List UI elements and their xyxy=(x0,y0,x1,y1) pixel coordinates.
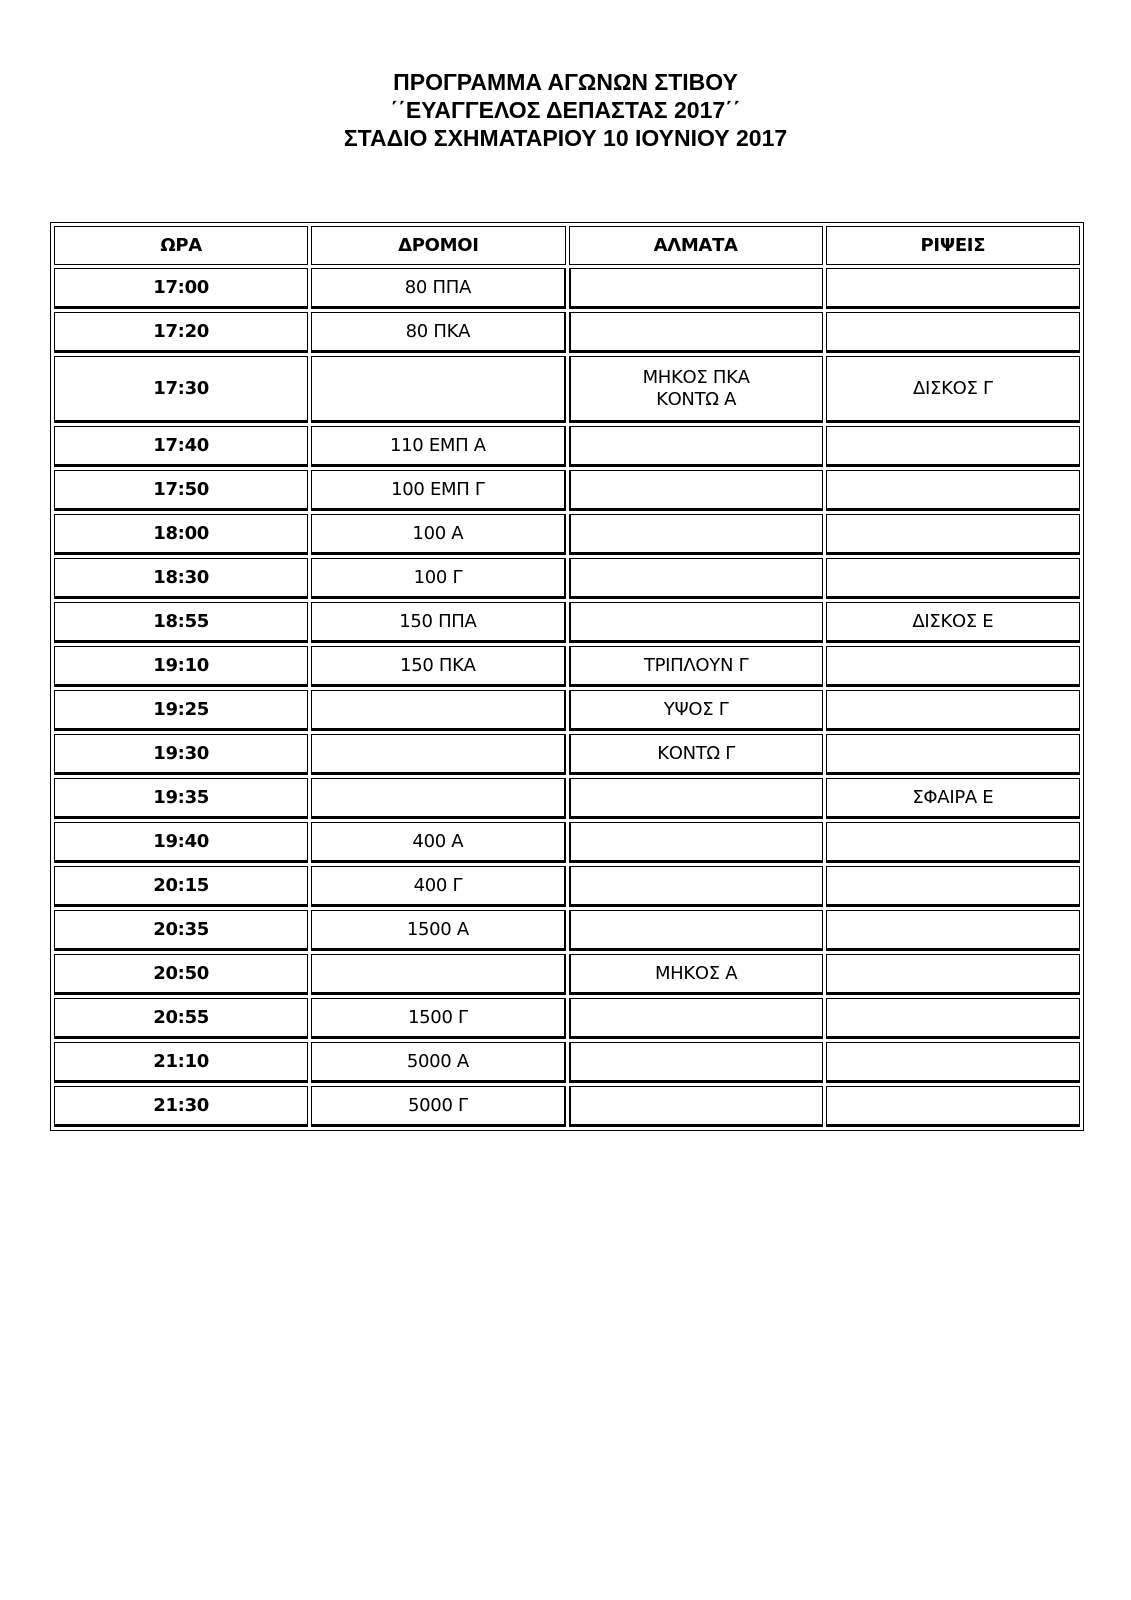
cell-throws xyxy=(826,312,1080,353)
cell-runs: 400 Γ xyxy=(311,866,565,907)
header-jumps: ΑΛΜΑΤΑ xyxy=(569,226,823,265)
title-line-3: ΣΤΑΔΙΟ ΣΧΗΜΑΤΑΡΙΟΥ 10 ΙΟΥΝΙΟΥ 2017 xyxy=(343,125,788,151)
cell-throws xyxy=(826,866,1080,907)
table-row xyxy=(54,690,1080,731)
table-row xyxy=(54,822,1080,863)
cell-runs: 100 ΕΜΠ Γ xyxy=(311,470,565,511)
cell-throws: ΔΙΣΚΟΣ Ε xyxy=(826,602,1080,643)
cell-runs xyxy=(311,356,565,423)
cell-throws xyxy=(826,470,1080,511)
cell-jumps: ΤΡΙΠΛΟΥΝ Γ xyxy=(569,646,823,687)
cell-jumps-line-2: ΚΟΝΤΩ Α xyxy=(656,388,737,410)
cell-throws xyxy=(826,558,1080,599)
cell-runs: 150 ΠΠΑ xyxy=(311,602,565,643)
cell-jumps: ΥΨΟΣ Γ xyxy=(569,690,823,731)
cell-time: 20:55 xyxy=(54,998,308,1039)
table-row xyxy=(54,954,1080,995)
header-runs: ΔΡΟΜΟΙ xyxy=(311,226,565,265)
header-throws: ΡΙΨΕΙΣ xyxy=(826,226,1080,265)
title-line-2: ΄΄ΕΥΑΓΓΕΛΟΣ ΔΕΠΑΣΤΑΣ 2017΄΄ xyxy=(390,97,741,123)
cell-time: 17:40 xyxy=(54,426,308,467)
cell-jumps xyxy=(569,268,823,309)
cell-throws xyxy=(826,910,1080,951)
cell-runs xyxy=(311,778,565,819)
cell-time: 19:40 xyxy=(54,822,308,863)
cell-time: 21:30 xyxy=(54,1086,308,1127)
table-row xyxy=(54,866,1080,907)
cell-jumps xyxy=(569,470,823,511)
cell-jumps xyxy=(569,356,823,423)
title-line-1: ΠΡΟΓΡΑΜΜΑ ΑΓΩΝΩΝ ΣΤΙΒΟΥ xyxy=(393,69,738,95)
table-row xyxy=(54,646,1080,687)
cell-runs xyxy=(311,954,565,995)
cell-throws xyxy=(826,822,1080,863)
cell-time: 20:50 xyxy=(54,954,308,995)
cell-time: 20:35 xyxy=(54,910,308,951)
cell-jumps xyxy=(569,426,823,467)
cell-throws xyxy=(826,954,1080,995)
cell-throws xyxy=(826,268,1080,309)
cell-time: 18:30 xyxy=(54,558,308,599)
cell-jumps xyxy=(569,1042,823,1083)
table-row xyxy=(54,356,1080,423)
cell-time: 19:10 xyxy=(54,646,308,687)
cell-throws xyxy=(826,734,1080,775)
cell-jumps-line-1: ΜΗΚΟΣ ΠΚΑ xyxy=(642,366,750,388)
cell-throws xyxy=(826,514,1080,555)
cell-runs xyxy=(311,690,565,731)
cell-runs: 1500 Α xyxy=(311,910,565,951)
cell-jumps xyxy=(569,910,823,951)
cell-jumps xyxy=(569,778,823,819)
table-row xyxy=(54,470,1080,511)
cell-throws xyxy=(826,1042,1080,1083)
cell-time: 18:00 xyxy=(54,514,308,555)
table-row xyxy=(54,1086,1080,1127)
cell-throws: ΣΦΑΙΡΑ Ε xyxy=(826,778,1080,819)
cell-throws xyxy=(826,690,1080,731)
cell-runs: 1500 Γ xyxy=(311,998,565,1039)
table-row xyxy=(54,778,1080,819)
cell-throws xyxy=(826,998,1080,1039)
cell-jumps xyxy=(569,514,823,555)
cell-jumps xyxy=(569,822,823,863)
cell-runs: 80 ΠΚΑ xyxy=(311,312,565,353)
table-row xyxy=(54,426,1080,467)
cell-jumps xyxy=(569,1086,823,1127)
table-row xyxy=(54,998,1080,1039)
table-row xyxy=(54,602,1080,643)
cell-throws xyxy=(826,1086,1080,1127)
document-title xyxy=(0,68,1131,152)
table-row xyxy=(54,1042,1080,1083)
table-row xyxy=(54,312,1080,353)
cell-runs: 5000 Α xyxy=(311,1042,565,1083)
cell-time: 19:35 xyxy=(54,778,308,819)
cell-jumps xyxy=(569,312,823,353)
cell-time: 18:55 xyxy=(54,602,308,643)
cell-jumps: ΜΗΚΟΣ Α xyxy=(569,954,823,995)
header-time: ΩΡΑ xyxy=(54,226,308,265)
cell-runs: 100 Α xyxy=(311,514,565,555)
cell-time: 19:30 xyxy=(54,734,308,775)
cell-throws: ΔΙΣΚΟΣ Γ xyxy=(826,356,1080,423)
cell-jumps xyxy=(569,602,823,643)
cell-jumps xyxy=(569,558,823,599)
cell-throws xyxy=(826,426,1080,467)
cell-time: 20:15 xyxy=(54,866,308,907)
cell-jumps xyxy=(569,866,823,907)
cell-runs xyxy=(311,734,565,775)
cell-runs: 80 ΠΠΑ xyxy=(311,268,565,309)
cell-jumps: ΚΟΝΤΩ Γ xyxy=(569,734,823,775)
schedule-table xyxy=(50,222,1084,1131)
cell-time: 17:30 xyxy=(54,356,308,423)
cell-time: 17:50 xyxy=(54,470,308,511)
cell-runs: 100 Γ xyxy=(311,558,565,599)
cell-time: 17:20 xyxy=(54,312,308,353)
table-row xyxy=(54,910,1080,951)
table-row xyxy=(54,734,1080,775)
table-row xyxy=(54,268,1080,309)
cell-time: 17:00 xyxy=(54,268,308,309)
cell-throws xyxy=(826,646,1080,687)
table-header-row xyxy=(54,226,1080,265)
table-row xyxy=(54,514,1080,555)
cell-runs: 110 ΕΜΠ Α xyxy=(311,426,565,467)
cell-runs: 150 ΠΚΑ xyxy=(311,646,565,687)
cell-jumps xyxy=(569,998,823,1039)
cell-time: 19:25 xyxy=(54,690,308,731)
table-row xyxy=(54,558,1080,599)
cell-runs: 400 Α xyxy=(311,822,565,863)
cell-runs: 5000 Γ xyxy=(311,1086,565,1127)
cell-time: 21:10 xyxy=(54,1042,308,1083)
